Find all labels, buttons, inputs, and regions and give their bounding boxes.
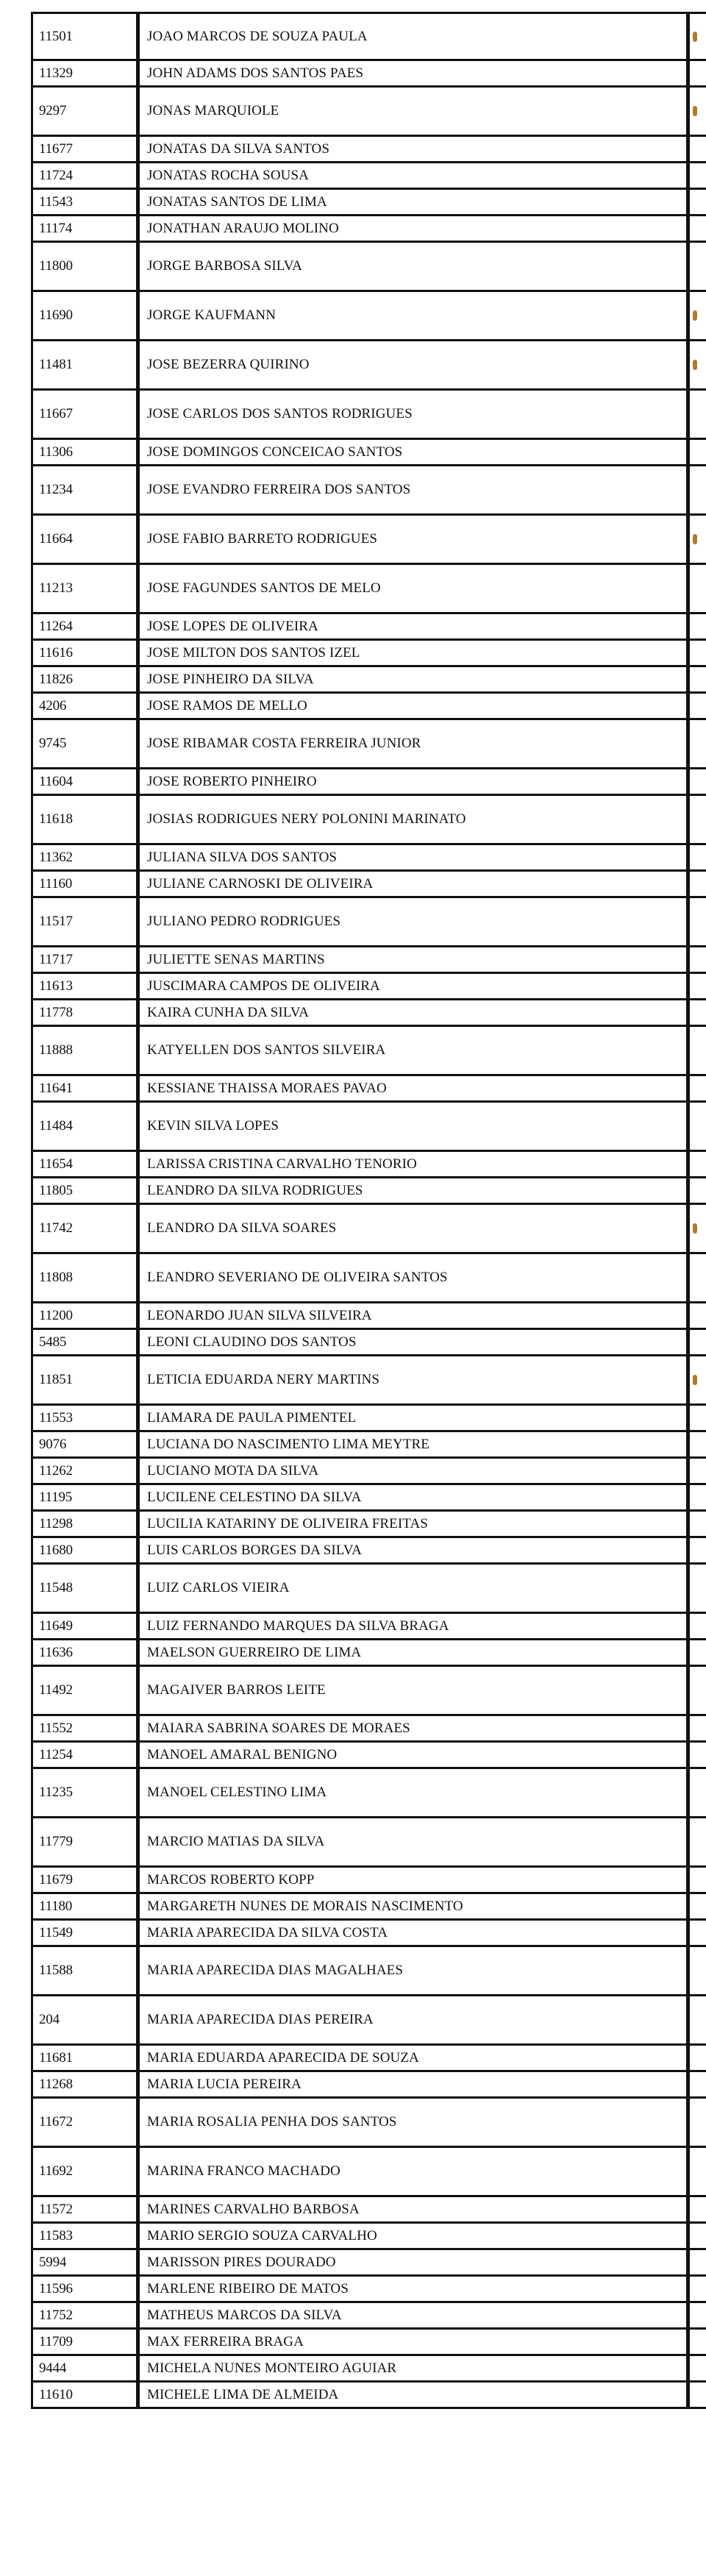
cropped-text-fragment [693, 310, 697, 321]
cropped-column-cell [690, 61, 706, 85]
cropped-column-cell [690, 2072, 706, 2096]
registration-number-cell: 11329 [31, 61, 140, 85]
table-row [31, 1459, 706, 1485]
person-name-cell: JOHN ADAMS DOS SANTOS PAES [140, 61, 690, 85]
person-name-cell: KEVIN SILVA LOPES [140, 1103, 690, 1150]
name-list-table [31, 12, 706, 2409]
registration-number-cell: 11262 [31, 1459, 140, 1483]
person-name-cell: MARIA APARECIDA DA SILVA COSTA [140, 1921, 690, 1945]
registration-number-cell: 11306 [31, 440, 140, 464]
cropped-text-fragment [693, 360, 697, 370]
cropped-column-cell [690, 1152, 706, 1176]
table-row [31, 947, 706, 974]
cropped-column-cell [690, 1485, 706, 1509]
table-row [31, 516, 706, 565]
cropped-column-cell [690, 1614, 706, 1638]
person-name-cell: JULIANE CARNOSKI DE OLIVEIRA [140, 872, 690, 896]
table-row [31, 1027, 706, 1076]
registration-number-cell: 11501 [31, 14, 140, 59]
person-name-cell: JOSE RAMOS DE MELLO [140, 694, 690, 718]
person-name-cell: LETICIA EDUARDA NERY MARTINS [140, 1356, 690, 1403]
registration-number-cell: 11618 [31, 796, 140, 843]
cropped-column-cell [690, 1894, 706, 1918]
person-name-cell: MICHELA NUNES MONTEIRO AGUIAR [140, 2356, 690, 2380]
cropped-column-cell [690, 667, 706, 691]
table-row [31, 1356, 706, 1406]
person-name-cell: MARISSON PIRES DOURADO [140, 2250, 690, 2274]
cropped-text-fragment [693, 1375, 697, 1385]
cropped-column-cell [690, 2250, 706, 2274]
table-row [31, 2303, 706, 2330]
person-name-cell: LUIZ CARLOS VIEIRA [140, 1565, 690, 1612]
table-row [31, 1769, 706, 1818]
table-row [31, 667, 706, 694]
cropped-column-cell [690, 1640, 706, 1665]
cropped-column-cell [690, 516, 706, 563]
registration-number-cell: 9444 [31, 2356, 140, 2380]
person-name-cell: MARCOS ROBERTO KOPP [140, 1868, 690, 1892]
table-row [31, 466, 706, 516]
person-name-cell: MAELSON GUERREIRO DE LIMA [140, 1640, 690, 1665]
person-name-cell: KATYELLEN DOS SANTOS SILVEIRA [140, 1027, 690, 1074]
registration-number-cell: 11778 [31, 1000, 140, 1025]
person-name-cell: MARINES CARVALHO BARBOSA [140, 2197, 690, 2221]
registration-number-cell: 5485 [31, 1330, 140, 1354]
person-name-cell: JULIANO PEDRO RODRIGUES [140, 898, 690, 945]
person-name-cell: MARIO SERGIO SOUZA CARVALHO [140, 2224, 690, 2248]
registration-number-cell: 11234 [31, 466, 140, 513]
registration-number-cell: 11742 [31, 1205, 140, 1252]
person-name-cell: JONATAS ROCHA SOUSA [140, 163, 690, 188]
cropped-column-cell [690, 1076, 706, 1100]
table-row [31, 1894, 706, 1921]
cropped-column-cell [690, 872, 706, 896]
registration-number-cell: 11681 [31, 2046, 140, 2070]
cropped-column-cell [690, 565, 706, 612]
registration-number-cell: 11649 [31, 1614, 140, 1638]
cropped-column-cell [690, 163, 706, 188]
person-name-cell: JONATHAN ARAUJO MOLINO [140, 216, 690, 241]
cropped-column-cell [690, 243, 706, 290]
cropped-text-fragment [693, 32, 697, 42]
table-row [31, 1667, 706, 1716]
cropped-column-cell [690, 1512, 706, 1536]
table-row [31, 341, 706, 391]
table-row [31, 1076, 706, 1103]
registration-number-cell: 11481 [31, 341, 140, 388]
registration-number-cell: 11604 [31, 769, 140, 794]
cropped-column-cell [690, 2148, 706, 2195]
table-row [31, 391, 706, 440]
person-name-cell: JOSIAS RODRIGUES NERY POLONINI MARINATO [140, 796, 690, 843]
registration-number-cell: 11679 [31, 1868, 140, 1892]
person-name-cell: LUCILENE CELESTINO DA SILVA [140, 1485, 690, 1509]
table-row [31, 1716, 706, 1743]
table-row [31, 1178, 706, 1205]
person-name-cell: JOSE MILTON DOS SANTOS IZEL [140, 641, 690, 665]
person-name-cell: JOSE EVANDRO FERREIRA DOS SANTOS [140, 466, 690, 513]
registration-number-cell: 11805 [31, 1178, 140, 1203]
table-row [31, 1743, 706, 1769]
registration-number-cell: 11888 [31, 1027, 140, 1074]
table-row [31, 1303, 706, 1330]
person-name-cell: LIAMARA DE PAULA PIMENTEL [140, 1406, 690, 1430]
person-name-cell: JULIANA SILVA DOS SANTOS [140, 845, 690, 869]
registration-number-cell: 11484 [31, 1103, 140, 1150]
registration-number-cell: 11680 [31, 1538, 140, 1562]
cropped-text-fragment [693, 534, 697, 544]
table-row [31, 1818, 706, 1868]
cropped-column-cell [690, 216, 706, 241]
cropped-column-cell [690, 769, 706, 794]
table-row [31, 2277, 706, 2303]
cropped-column-cell [690, 2046, 706, 2070]
registration-number-cell: 11268 [31, 2072, 140, 2096]
registration-number-cell: 11610 [31, 2383, 140, 2407]
cropped-column-cell [690, 137, 706, 161]
person-name-cell: JOSE CARLOS DOS SANTOS RODRIGUES [140, 391, 690, 438]
table-row [31, 720, 706, 769]
cropped-column-cell [690, 1254, 706, 1301]
table-row [31, 641, 706, 667]
table-row [31, 243, 706, 292]
person-name-cell: LUCIANA DO NASCIMENTO LIMA MEYTRE [140, 1432, 690, 1456]
registration-number-cell: 11517 [31, 898, 140, 945]
registration-number-cell: 11298 [31, 1512, 140, 1536]
person-name-cell: MAX FERREIRA BRAGA [140, 2330, 690, 2354]
registration-number-cell: 11160 [31, 872, 140, 896]
cropped-column-cell [690, 292, 706, 339]
registration-number-cell: 11692 [31, 2148, 140, 2195]
table-row [31, 2224, 706, 2250]
person-name-cell: JOAO MARCOS DE SOUZA PAULA [140, 14, 690, 59]
registration-number-cell: 11492 [31, 1667, 140, 1714]
table-row [31, 1512, 706, 1538]
person-name-cell: LEANDRO DA SILVA RODRIGUES [140, 1178, 690, 1203]
cropped-column-cell [690, 1205, 706, 1252]
registration-number-cell: 204 [31, 1996, 140, 2043]
table-row [31, 1868, 706, 1894]
cropped-column-cell [690, 1303, 706, 1328]
registration-number-cell: 11264 [31, 614, 140, 638]
person-name-cell: JOSE FAGUNDES SANTOS DE MELO [140, 565, 690, 612]
person-name-cell: JOSE DOMINGOS CONCEICAO SANTOS [140, 440, 690, 464]
registration-number-cell: 11808 [31, 1254, 140, 1301]
table-row [31, 1152, 706, 1178]
registration-number-cell: 11552 [31, 1716, 140, 1740]
person-name-cell: LEANDRO SEVERIANO DE OLIVEIRA SANTOS [140, 1254, 690, 1301]
registration-number-cell: 11641 [31, 1076, 140, 1100]
table-row [31, 2383, 706, 2409]
table-row [31, 2148, 706, 2197]
cropped-column-cell [690, 974, 706, 998]
person-name-cell: JOSE PINHEIRO DA SILVA [140, 667, 690, 691]
registration-number-cell: 11180 [31, 1894, 140, 1918]
cropped-column-cell [690, 2303, 706, 2327]
person-name-cell: LUIZ FERNANDO MARQUES DA SILVA BRAGA [140, 1614, 690, 1638]
registration-number-cell: 9745 [31, 720, 140, 767]
table-row [31, 796, 706, 845]
table-row [31, 1996, 706, 2046]
person-name-cell: KAIRA CUNHA DA SILVA [140, 1000, 690, 1025]
cropped-column-cell [690, 341, 706, 388]
table-row [31, 12, 706, 61]
person-name-cell: LEONI CLAUDINO DOS SANTOS [140, 1330, 690, 1354]
person-name-cell: LUCIANO MOTA DA SILVA [140, 1459, 690, 1483]
cropped-column-cell [690, 614, 706, 638]
table-row [31, 163, 706, 190]
registration-number-cell: 11195 [31, 1485, 140, 1509]
registration-number-cell: 9076 [31, 1432, 140, 1456]
cropped-column-cell [690, 190, 706, 214]
cropped-column-cell [690, 641, 706, 665]
cropped-column-cell [690, 2197, 706, 2221]
table-row [31, 1205, 706, 1254]
table-row [31, 2330, 706, 2356]
person-name-cell: LUCILIA KATARINY DE OLIVEIRA FREITAS [140, 1512, 690, 1536]
registration-number-cell: 11362 [31, 845, 140, 869]
person-name-cell: MARGARETH NUNES DE MORAIS NASCIMENTO [140, 1894, 690, 1918]
registration-number-cell: 9297 [31, 88, 140, 135]
cropped-column-cell [690, 1356, 706, 1403]
person-name-cell: MAGAIVER BARROS LEITE [140, 1667, 690, 1714]
person-name-cell: MANOEL CELESTINO LIMA [140, 1769, 690, 1816]
registration-number-cell: 11543 [31, 190, 140, 214]
table-row [31, 1640, 706, 1667]
registration-number-cell: 11200 [31, 1303, 140, 1328]
cropped-column-cell [690, 2224, 706, 2248]
table-row [31, 1254, 706, 1303]
registration-number-cell: 11548 [31, 1565, 140, 1612]
cropped-column-cell [690, 1432, 706, 1456]
registration-number-cell: 11174 [31, 216, 140, 241]
cropped-column-cell [690, 440, 706, 464]
cropped-column-cell [690, 1406, 706, 1430]
table-row [31, 216, 706, 243]
cropped-column-cell [690, 694, 706, 718]
person-name-cell: JOSE FABIO BARRETO RODRIGUES [140, 516, 690, 563]
registration-number-cell: 4206 [31, 694, 140, 718]
cropped-column-cell [690, 1818, 706, 1865]
registration-number-cell: 11636 [31, 1640, 140, 1665]
cropped-column-cell [690, 2099, 706, 2146]
person-name-cell: MATHEUS MARCOS DA SILVA [140, 2303, 690, 2327]
table-row [31, 61, 706, 88]
table-row [31, 1406, 706, 1432]
registration-number-cell: 11690 [31, 292, 140, 339]
person-name-cell: JONAS MARQUIOLE [140, 88, 690, 135]
table-row [31, 769, 706, 796]
person-name-cell: MARIA EDUARDA APARECIDA DE SOUZA [140, 2046, 690, 2070]
cropped-column-cell [690, 1178, 706, 1203]
cropped-column-cell [690, 391, 706, 438]
cropped-text-fragment [693, 106, 697, 116]
person-name-cell: KESSIANE THAISSA MORAES PAVAO [140, 1076, 690, 1100]
person-name-cell: MARIA APARECIDA DIAS PEREIRA [140, 1996, 690, 2043]
cropped-column-cell [690, 1667, 706, 1714]
cropped-column-cell [690, 1027, 706, 1074]
table-row [31, 1330, 706, 1356]
person-name-cell: LARISSA CRISTINA CARVALHO TENORIO [140, 1152, 690, 1176]
table-row [31, 898, 706, 947]
cropped-column-cell [690, 845, 706, 869]
registration-number-cell: 11613 [31, 974, 140, 998]
table-row [31, 2072, 706, 2099]
table-row [31, 88, 706, 137]
table-row [31, 1485, 706, 1512]
person-name-cell: JONATAS SANTOS DE LIMA [140, 190, 690, 214]
table-row [31, 1565, 706, 1614]
table-row [31, 1947, 706, 1996]
registration-number-cell: 11664 [31, 516, 140, 563]
table-row [31, 137, 706, 163]
person-name-cell: LEANDRO DA SILVA SOARES [140, 1205, 690, 1252]
table-row [31, 1432, 706, 1459]
person-name-cell: MARCIO MATIAS DA SILVA [140, 1818, 690, 1865]
person-name-cell: MARIA LUCIA PEREIRA [140, 2072, 690, 2096]
table-row [31, 1614, 706, 1640]
table-row [31, 2197, 706, 2224]
table-row [31, 2099, 706, 2148]
person-name-cell: JUSCIMARA CAMPOS DE OLIVEIRA [140, 974, 690, 998]
person-name-cell: MARINA FRANCO MACHADO [140, 2148, 690, 2195]
person-name-cell: MARLENE RIBEIRO DE MATOS [140, 2277, 690, 2301]
cropped-column-cell [690, 88, 706, 135]
registration-number-cell: 11677 [31, 137, 140, 161]
cropped-column-cell [690, 947, 706, 972]
person-name-cell: LUIS CARLOS BORGES DA SILVA [140, 1538, 690, 1562]
registration-number-cell: 11724 [31, 163, 140, 188]
cropped-column-cell [690, 2277, 706, 2301]
registration-number-cell: 11596 [31, 2277, 140, 2301]
registration-number-cell: 5994 [31, 2250, 140, 2274]
table-row [31, 872, 706, 898]
person-name-cell: JOSE ROBERTO PINHEIRO [140, 769, 690, 794]
person-name-cell: JOSE LOPES DE OLIVEIRA [140, 614, 690, 638]
cropped-column-cell [690, 1921, 706, 1945]
table-row [31, 2046, 706, 2072]
person-name-cell: MAIARA SABRINA SOARES DE MORAES [140, 1716, 690, 1740]
cropped-column-cell [690, 1743, 706, 1767]
person-name-cell: MARIA APARECIDA DIAS MAGALHAES [140, 1947, 690, 1994]
registration-number-cell: 11717 [31, 947, 140, 972]
cropped-column-cell [690, 1996, 706, 2043]
table-row [31, 190, 706, 216]
table-row [31, 694, 706, 720]
cropped-column-cell [690, 1330, 706, 1354]
cropped-column-cell [690, 14, 706, 59]
person-name-cell: MARIA ROSALIA PENHA DOS SANTOS [140, 2099, 690, 2146]
registration-number-cell: 11549 [31, 1921, 140, 1945]
person-name-cell: JORGE BARBOSA SILVA [140, 243, 690, 290]
cropped-column-cell [690, 720, 706, 767]
registration-number-cell: 11672 [31, 2099, 140, 2146]
cropped-column-cell [690, 2383, 706, 2407]
cropped-column-cell [690, 1716, 706, 1740]
cropped-column-cell [690, 1000, 706, 1025]
person-name-cell: MICHELE LIMA DE ALMEIDA [140, 2383, 690, 2407]
table-row [31, 565, 706, 614]
person-name-cell: JONATAS DA SILVA SANTOS [140, 137, 690, 161]
cropped-column-cell [690, 2330, 706, 2354]
person-name-cell: JULIETTE SENAS MARTINS [140, 947, 690, 972]
person-name-cell: JOSE RIBAMAR COSTA FERREIRA JUNIOR [140, 720, 690, 767]
person-name-cell: JORGE KAUFMANN [140, 292, 690, 339]
table-row [31, 1538, 706, 1565]
registration-number-cell: 11213 [31, 565, 140, 612]
table-row [31, 974, 706, 1000]
person-name-cell: JOSE BEZERRA QUIRINO [140, 341, 690, 388]
cropped-column-cell [690, 1538, 706, 1562]
cropped-column-cell [690, 1459, 706, 1483]
table-row [31, 1000, 706, 1027]
person-name-cell: LEONARDO JUAN SILVA SILVEIRA [140, 1303, 690, 1328]
table-row [31, 440, 706, 466]
registration-number-cell: 11752 [31, 2303, 140, 2327]
registration-number-cell: 11800 [31, 243, 140, 290]
table-row [31, 845, 706, 872]
registration-number-cell: 11553 [31, 1406, 140, 1430]
cropped-column-cell [690, 1565, 706, 1612]
registration-number-cell: 11709 [31, 2330, 140, 2354]
cropped-column-cell [690, 2356, 706, 2380]
registration-number-cell: 11826 [31, 667, 140, 691]
cropped-column-cell [690, 1868, 706, 1892]
registration-number-cell: 11851 [31, 1356, 140, 1403]
table-row [31, 2356, 706, 2383]
person-name-cell: MANOEL AMARAL BENIGNO [140, 1743, 690, 1767]
registration-number-cell: 11667 [31, 391, 140, 438]
cropped-column-cell [690, 796, 706, 843]
cropped-column-cell [690, 1103, 706, 1150]
registration-number-cell: 11235 [31, 1769, 140, 1816]
table-row [31, 292, 706, 341]
table-row [31, 1921, 706, 1947]
cropped-column-cell [690, 898, 706, 945]
cropped-column-cell [690, 1947, 706, 1994]
registration-number-cell: 11616 [31, 641, 140, 665]
cropped-text-fragment [693, 1223, 697, 1234]
registration-number-cell: 11588 [31, 1947, 140, 1994]
registration-number-cell: 11583 [31, 2224, 140, 2248]
table-row [31, 1103, 706, 1152]
table-row [31, 2250, 706, 2277]
registration-number-cell: 11779 [31, 1818, 140, 1865]
registration-number-cell: 11654 [31, 1152, 140, 1176]
registration-number-cell: 11254 [31, 1743, 140, 1767]
registration-number-cell: 11572 [31, 2197, 140, 2221]
cropped-column-cell [690, 466, 706, 513]
table-row [31, 614, 706, 641]
cropped-column-cell [690, 1769, 706, 1816]
